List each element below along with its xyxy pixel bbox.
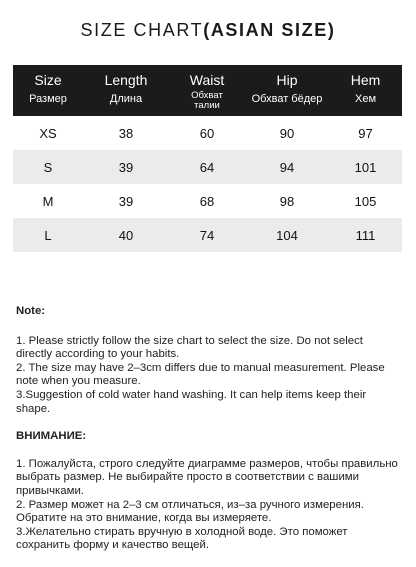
cell-size: L xyxy=(44,227,52,243)
header-hem xyxy=(329,65,402,116)
size-table xyxy=(13,65,402,252)
header-ru: Хем xyxy=(354,93,377,105)
cell-length: 38 xyxy=(118,125,134,141)
header-en: Hem xyxy=(350,72,381,88)
header-en: Size xyxy=(34,72,62,88)
header-ru: Обхват талии xyxy=(191,90,223,111)
cell-hem: 105 xyxy=(354,193,377,209)
header-ru: Обхват бёдер xyxy=(251,93,323,105)
notes-list-en xyxy=(16,335,402,417)
cell-waist: 74 xyxy=(199,227,215,243)
cell-hip: 94 xyxy=(279,159,295,175)
cell-hip: 90 xyxy=(279,125,295,141)
title-main: SIZE CHART xyxy=(80,20,204,40)
cell-hip: 104 xyxy=(276,227,298,243)
title-parenthetical: (ASIAN SIZE) xyxy=(203,20,336,40)
note-line: 1. Пожалуйста, строго следуйте диаграмме размеров, чтобы правильно выбрать размер. Не выбирайте просто в соответствии с вашими привычками. xyxy=(16,457,398,497)
notes-section xyxy=(16,305,402,567)
table-row xyxy=(13,116,402,150)
cell-hem: 101 xyxy=(354,159,377,175)
header-length xyxy=(83,65,169,116)
header-en: Hip xyxy=(276,72,298,88)
cell-hip: 98 xyxy=(279,193,295,209)
notes-heading-ru: ВНИМАНИЕ: xyxy=(16,430,87,443)
cell-waist: 64 xyxy=(199,159,215,175)
cell-size: XS xyxy=(39,125,57,141)
note-line: 3.Желательно стирать вручную в холодной воде. Это поможет сохранить форму и качество вещей. xyxy=(16,525,348,552)
note-line: 3.Suggestion of cold water hand washing. It can help items keep their shape. xyxy=(16,388,367,415)
cell-length: 39 xyxy=(118,159,134,175)
header-en: Waist xyxy=(189,72,225,88)
cell-length: 40 xyxy=(118,227,134,243)
cell-waist: 68 xyxy=(199,193,215,209)
notes-heading-en: Note: xyxy=(16,305,46,317)
cell-size: S xyxy=(43,159,53,175)
cell-waist: 60 xyxy=(199,125,215,141)
table-row xyxy=(13,150,402,184)
cell-hem: 111 xyxy=(355,227,376,243)
table-header xyxy=(13,65,402,116)
cell-hem: 97 xyxy=(358,125,373,141)
header-ru: Размер xyxy=(29,93,67,105)
header-hip xyxy=(245,65,329,116)
notes-list-ru xyxy=(16,458,402,553)
note-line: 1. Please strictly follow the size chart to select the size. Do not select directly according to your habits. xyxy=(16,334,363,361)
cell-length: 39 xyxy=(118,193,134,209)
cell-size: M xyxy=(42,193,54,209)
note-line: 2. The size may have 2–3cm differs due to manual measurement. Please note when you measure. xyxy=(16,361,385,388)
table-row xyxy=(13,218,402,252)
header-en: Length xyxy=(104,72,148,88)
header-waist xyxy=(169,65,245,116)
note-line: 2. Размер может на 2–3 см отличаться, из–за ручного измерения. Обратите на это внимание, когда вы измеряете. xyxy=(16,498,364,525)
header-size xyxy=(13,65,83,116)
header-ru: Длина xyxy=(109,93,143,105)
page-title xyxy=(0,20,416,41)
table-row xyxy=(13,184,402,218)
